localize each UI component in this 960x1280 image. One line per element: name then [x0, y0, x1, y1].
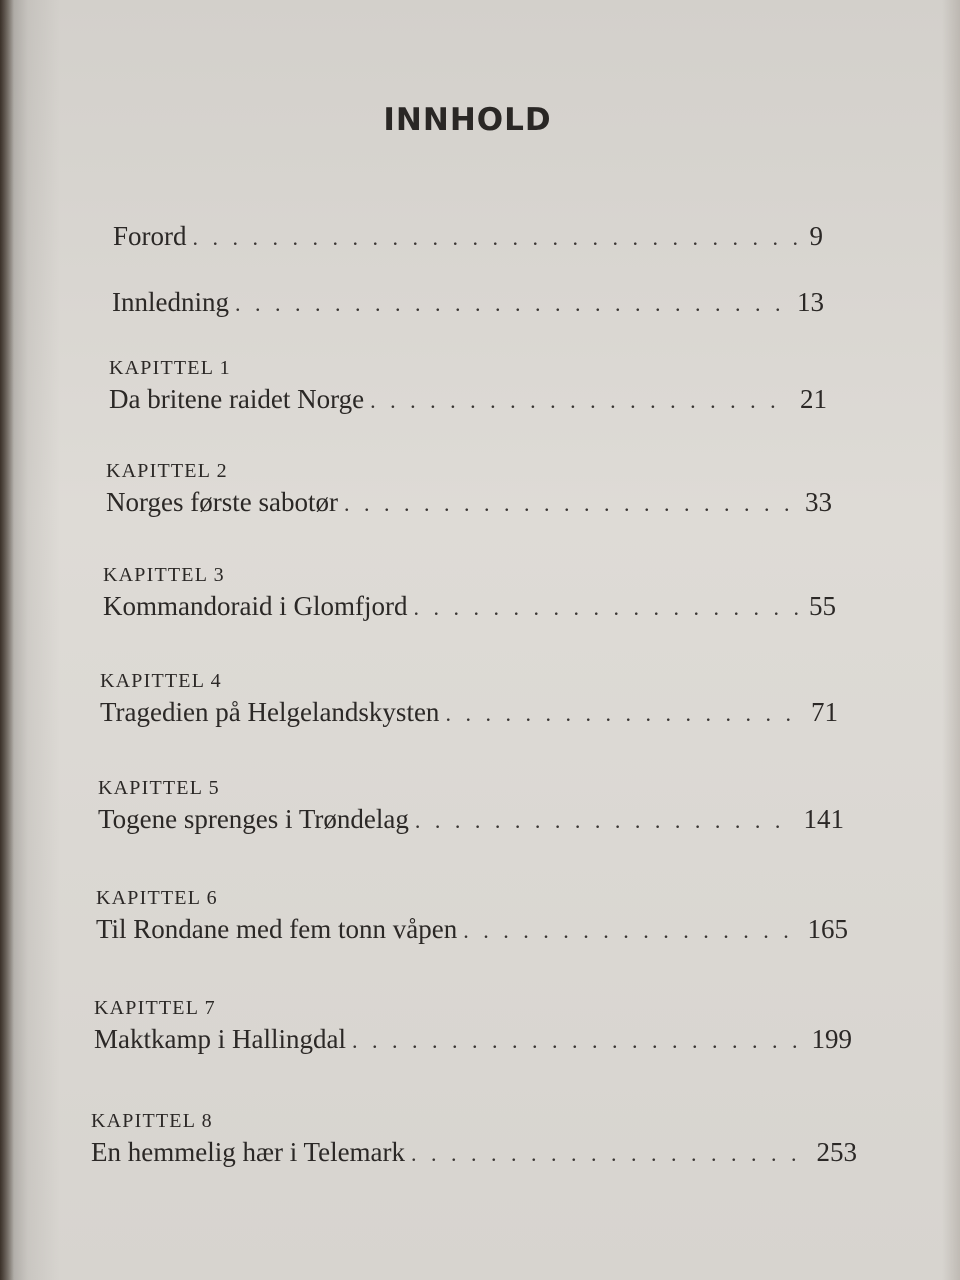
toc-line [96, 911, 848, 947]
page-title: INNHOLD [383, 102, 552, 138]
toc-entry-chapter-7 [94, 995, 852, 1057]
page-number: 21 [800, 384, 827, 414]
chapter-label: KAPITTEL 5 [98, 777, 220, 799]
page-number: 33 [805, 487, 832, 517]
entry-title: Maktkamp i Hallingdal [94, 1024, 346, 1054]
toc-line [103, 588, 836, 624]
toc-entry-chapter-8 [91, 1108, 857, 1170]
toc-line [98, 801, 844, 837]
page-number: 199 [811, 1024, 852, 1054]
page-number: 165 [807, 914, 848, 944]
entry-title: Innledning [112, 287, 229, 317]
chapter-label: KAPITTEL 3 [103, 564, 225, 586]
page-number: 55 [809, 591, 836, 621]
toc-line [113, 218, 823, 254]
dot-leader [413, 590, 799, 626]
chapter-label: KAPITTEL 6 [96, 887, 218, 909]
toc-line [91, 1134, 857, 1170]
dot-leader [411, 1136, 806, 1172]
dot-leader [445, 696, 801, 732]
dot-leader [415, 803, 794, 839]
dot-leader [352, 1023, 802, 1059]
entry-title: Til Rondane med fem tonn våpen [96, 914, 458, 944]
entry-title: Da britene raidet Norge [109, 384, 365, 414]
toc-entry-chapter-4 [100, 668, 838, 730]
toc-entry-chapter-6 [96, 885, 848, 947]
page-number: 13 [797, 287, 824, 317]
dot-leader [344, 486, 795, 522]
toc-line [112, 284, 824, 320]
chapter-label: KAPITTEL 2 [106, 460, 228, 482]
entry-title: Togene sprenges i Trøndelag [98, 804, 409, 834]
toc-line [109, 381, 827, 417]
toc-entry-forord [113, 218, 823, 254]
chapter-label: KAPITTEL 7 [94, 997, 216, 1019]
page-number: 71 [811, 697, 838, 727]
entry-title: En hemmelig hær i Telemark [91, 1137, 406, 1167]
toc-entry-chapter-5 [98, 775, 844, 837]
dot-leader [463, 913, 797, 949]
page-number: 141 [803, 804, 844, 834]
toc-line [100, 694, 838, 730]
chapter-label: KAPITTEL 4 [100, 670, 222, 692]
toc-line [94, 1021, 852, 1057]
entry-title: Tragedien på Helgelandskysten [100, 697, 440, 727]
dot-leader [235, 286, 787, 322]
toc-entry-chapter-3 [103, 562, 836, 624]
toc-entry-chapter-2 [106, 458, 832, 520]
dot-leader [370, 383, 790, 419]
toc-entry-innledning [112, 284, 824, 320]
entry-title: Kommandoraid i Glomfjord [103, 591, 408, 621]
dot-leader [193, 220, 800, 256]
toc-entry-chapter-1 [109, 355, 827, 417]
entry-title: Forord [113, 221, 187, 251]
page-number: 9 [809, 221, 823, 251]
chapter-label: KAPITTEL 1 [109, 357, 231, 379]
page-number: 253 [816, 1137, 857, 1167]
chapter-label: KAPITTEL 8 [91, 1110, 213, 1132]
toc-line [106, 484, 832, 520]
entry-title: Norges første sabotør [106, 487, 338, 517]
